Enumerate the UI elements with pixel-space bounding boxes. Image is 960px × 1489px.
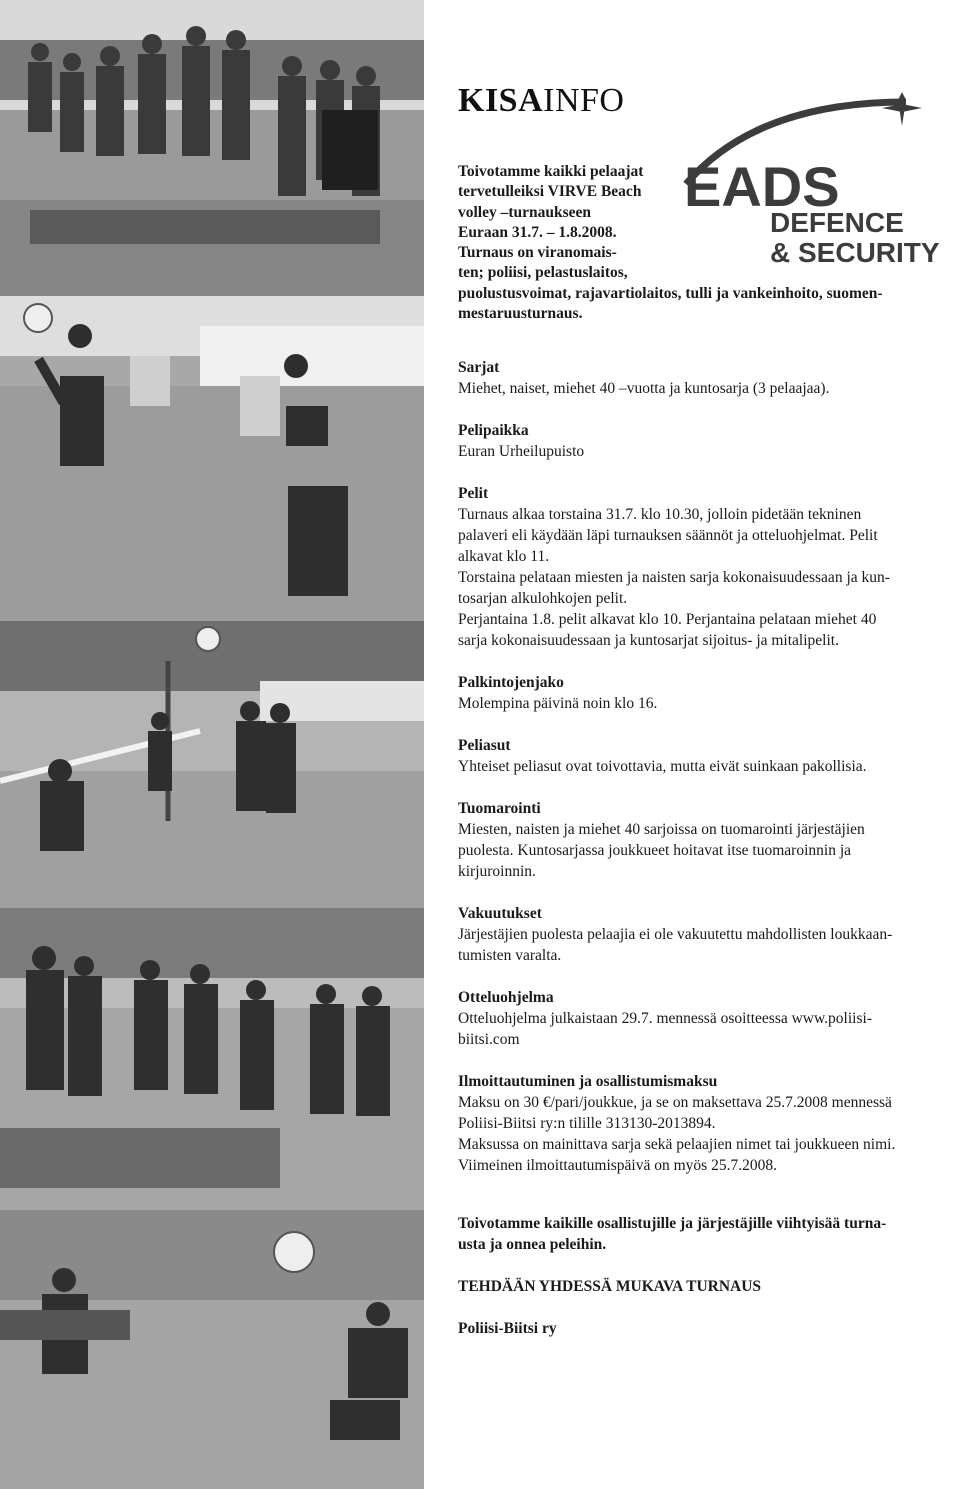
closing-signature: Poliisi-Biitsi ry (458, 1320, 557, 1337)
section-pelipaikka (458, 420, 952, 462)
photo-men-volley (0, 1210, 424, 1489)
section-line: palaveri eli käydään läpi turnauksen säännöt ja otteluohjelmat. Pelit (458, 527, 878, 544)
section-heading: Pelit (458, 485, 489, 502)
section-tuomarointi (458, 798, 952, 882)
intro-paragraph (458, 162, 952, 324)
intro-line: tervetulleiksi VIRVE Beach (458, 183, 642, 201)
section-palkintojenjako (458, 672, 952, 714)
compass-star-icon (882, 92, 922, 126)
section-line: tumisten varalta. (458, 947, 562, 964)
section-line: Poliisi-Biitsi ry:n tilille 313130-2013894. (458, 1115, 716, 1132)
intro-line: mestaruusturnaus. (458, 305, 583, 323)
section-heading: Pelipaikka (458, 422, 529, 439)
section-line: Viimeinen ilmoittautumispäivä on myös 25.7.2008. (458, 1157, 777, 1174)
logo-line2: DEFENCE (770, 207, 904, 238)
section-heading: Otteluohjelma (458, 989, 554, 1006)
section-heading: Ilmoittautuminen ja osallistumismaksu (458, 1073, 718, 1090)
section-line: Järjestäjien puolesta pelaajia ei ole vakuutettu mahdollisten loukkaan- (458, 926, 893, 943)
closing-wish-line: usta ja onnea peleihin. (458, 1236, 607, 1253)
section-vakuutukset (458, 903, 952, 966)
section-line: Torstaina pelataan miesten ja naisten sarja kokonaisuudessaan ja kun- (458, 569, 890, 586)
section-line: sarja kokonaisuudessaan ja kuntosarjat sijoitus- ja mitalipelit. (458, 632, 839, 649)
section-line: puolesta. Kuntosarjassa joukkueet hoitavat itse tuomaroinnin ja (458, 842, 852, 859)
section-heading: Palkintojenjako (458, 674, 564, 691)
section-peliasut (458, 735, 952, 777)
closing-wish-line: Toivotamme kaikille osallistujille ja järjestäjille viihtyisää turna- (458, 1215, 887, 1232)
logo-line3: & SECURITY (770, 237, 940, 268)
section-line: Euran Urheilupuisto (458, 443, 585, 460)
section-line: Yhteiset peliasut ovat toivottavia, mutta eivät suinkaan pakollisia. (458, 758, 867, 775)
section-ilmoittautuminen (458, 1071, 952, 1176)
closing-slogan: TEHDÄÄN YHDESSÄ MUKAVA TURNAUS (458, 1278, 762, 1295)
section-heading: Tuomarointi (458, 800, 541, 817)
section-heading: Peliasut (458, 737, 511, 754)
intro-line: Euraan 31.7. – 1.8.2008. (458, 223, 617, 241)
photo-podium-men (0, 0, 424, 296)
page-title (458, 82, 624, 120)
photo-podium-teams (0, 908, 424, 1210)
section-line: biitsi.com (458, 1031, 520, 1048)
section-line: Turnaus alkaa torstaina 31.7. klo 10.30, jolloin pidetään tekninen (458, 506, 862, 523)
section-line: Maksussa on mainittava sarja sekä pelaajien nimet tai joukkueen nimi. (458, 1136, 896, 1153)
section-line: Miehet, naiset, miehet 40 –vuotta ja kuntosarja (3 pelaajaa). (458, 380, 830, 397)
section-otteluohjelma (458, 987, 952, 1050)
page-title-rest: INFO (543, 82, 625, 119)
intro-line: puolustusvoimat, rajavartiolaitos, tulli ja vankeinhoito, suomen- (458, 284, 883, 302)
intro-line: volley –turnaukseen (458, 203, 592, 221)
intro-line: Turnaus on viranomais- (458, 244, 617, 262)
section-line: tosarjan alkulohkojen pelit. (458, 590, 628, 607)
page-title-bold: KISA (458, 82, 544, 119)
section-line: kirjuroinnin. (458, 863, 536, 880)
section-line: Maksu on 30 €/pari/joukkue, ja se on maksettava 25.7.2008 mennessä (458, 1094, 892, 1111)
intro-line: ten; poliisi, pelastuslaitos, (458, 264, 628, 282)
section-line: Molempina päivinä noin klo 16. (458, 695, 658, 712)
logo-line1: EADS (684, 155, 840, 218)
section-heading: Vakuutukset (458, 905, 542, 922)
intro-line: Toivotamme kaikki pelaajat (458, 163, 644, 180)
photo-column (0, 0, 424, 1489)
info-sections (458, 357, 952, 1197)
section-line: alkavat klo 11. (458, 548, 550, 565)
photo-women-volley (0, 296, 424, 621)
section-line: Miesten, naisten ja miehet 40 sarjoissa on tuomarointi järjestäjien (458, 821, 865, 838)
closing-block (458, 1213, 952, 1339)
photo-net-play (0, 621, 424, 908)
section-line: Perjantaina 1.8. pelit alkavat klo 10. Perjantaina pelataan miehet 40 (458, 611, 877, 628)
section-sarjat (458, 357, 952, 399)
section-line: Otteluohjelma julkaistaan 29.7. mennessä osoitteessa www.poliisi- (458, 1010, 872, 1027)
section-heading: Sarjat (458, 359, 500, 376)
section-pelit (458, 483, 952, 651)
